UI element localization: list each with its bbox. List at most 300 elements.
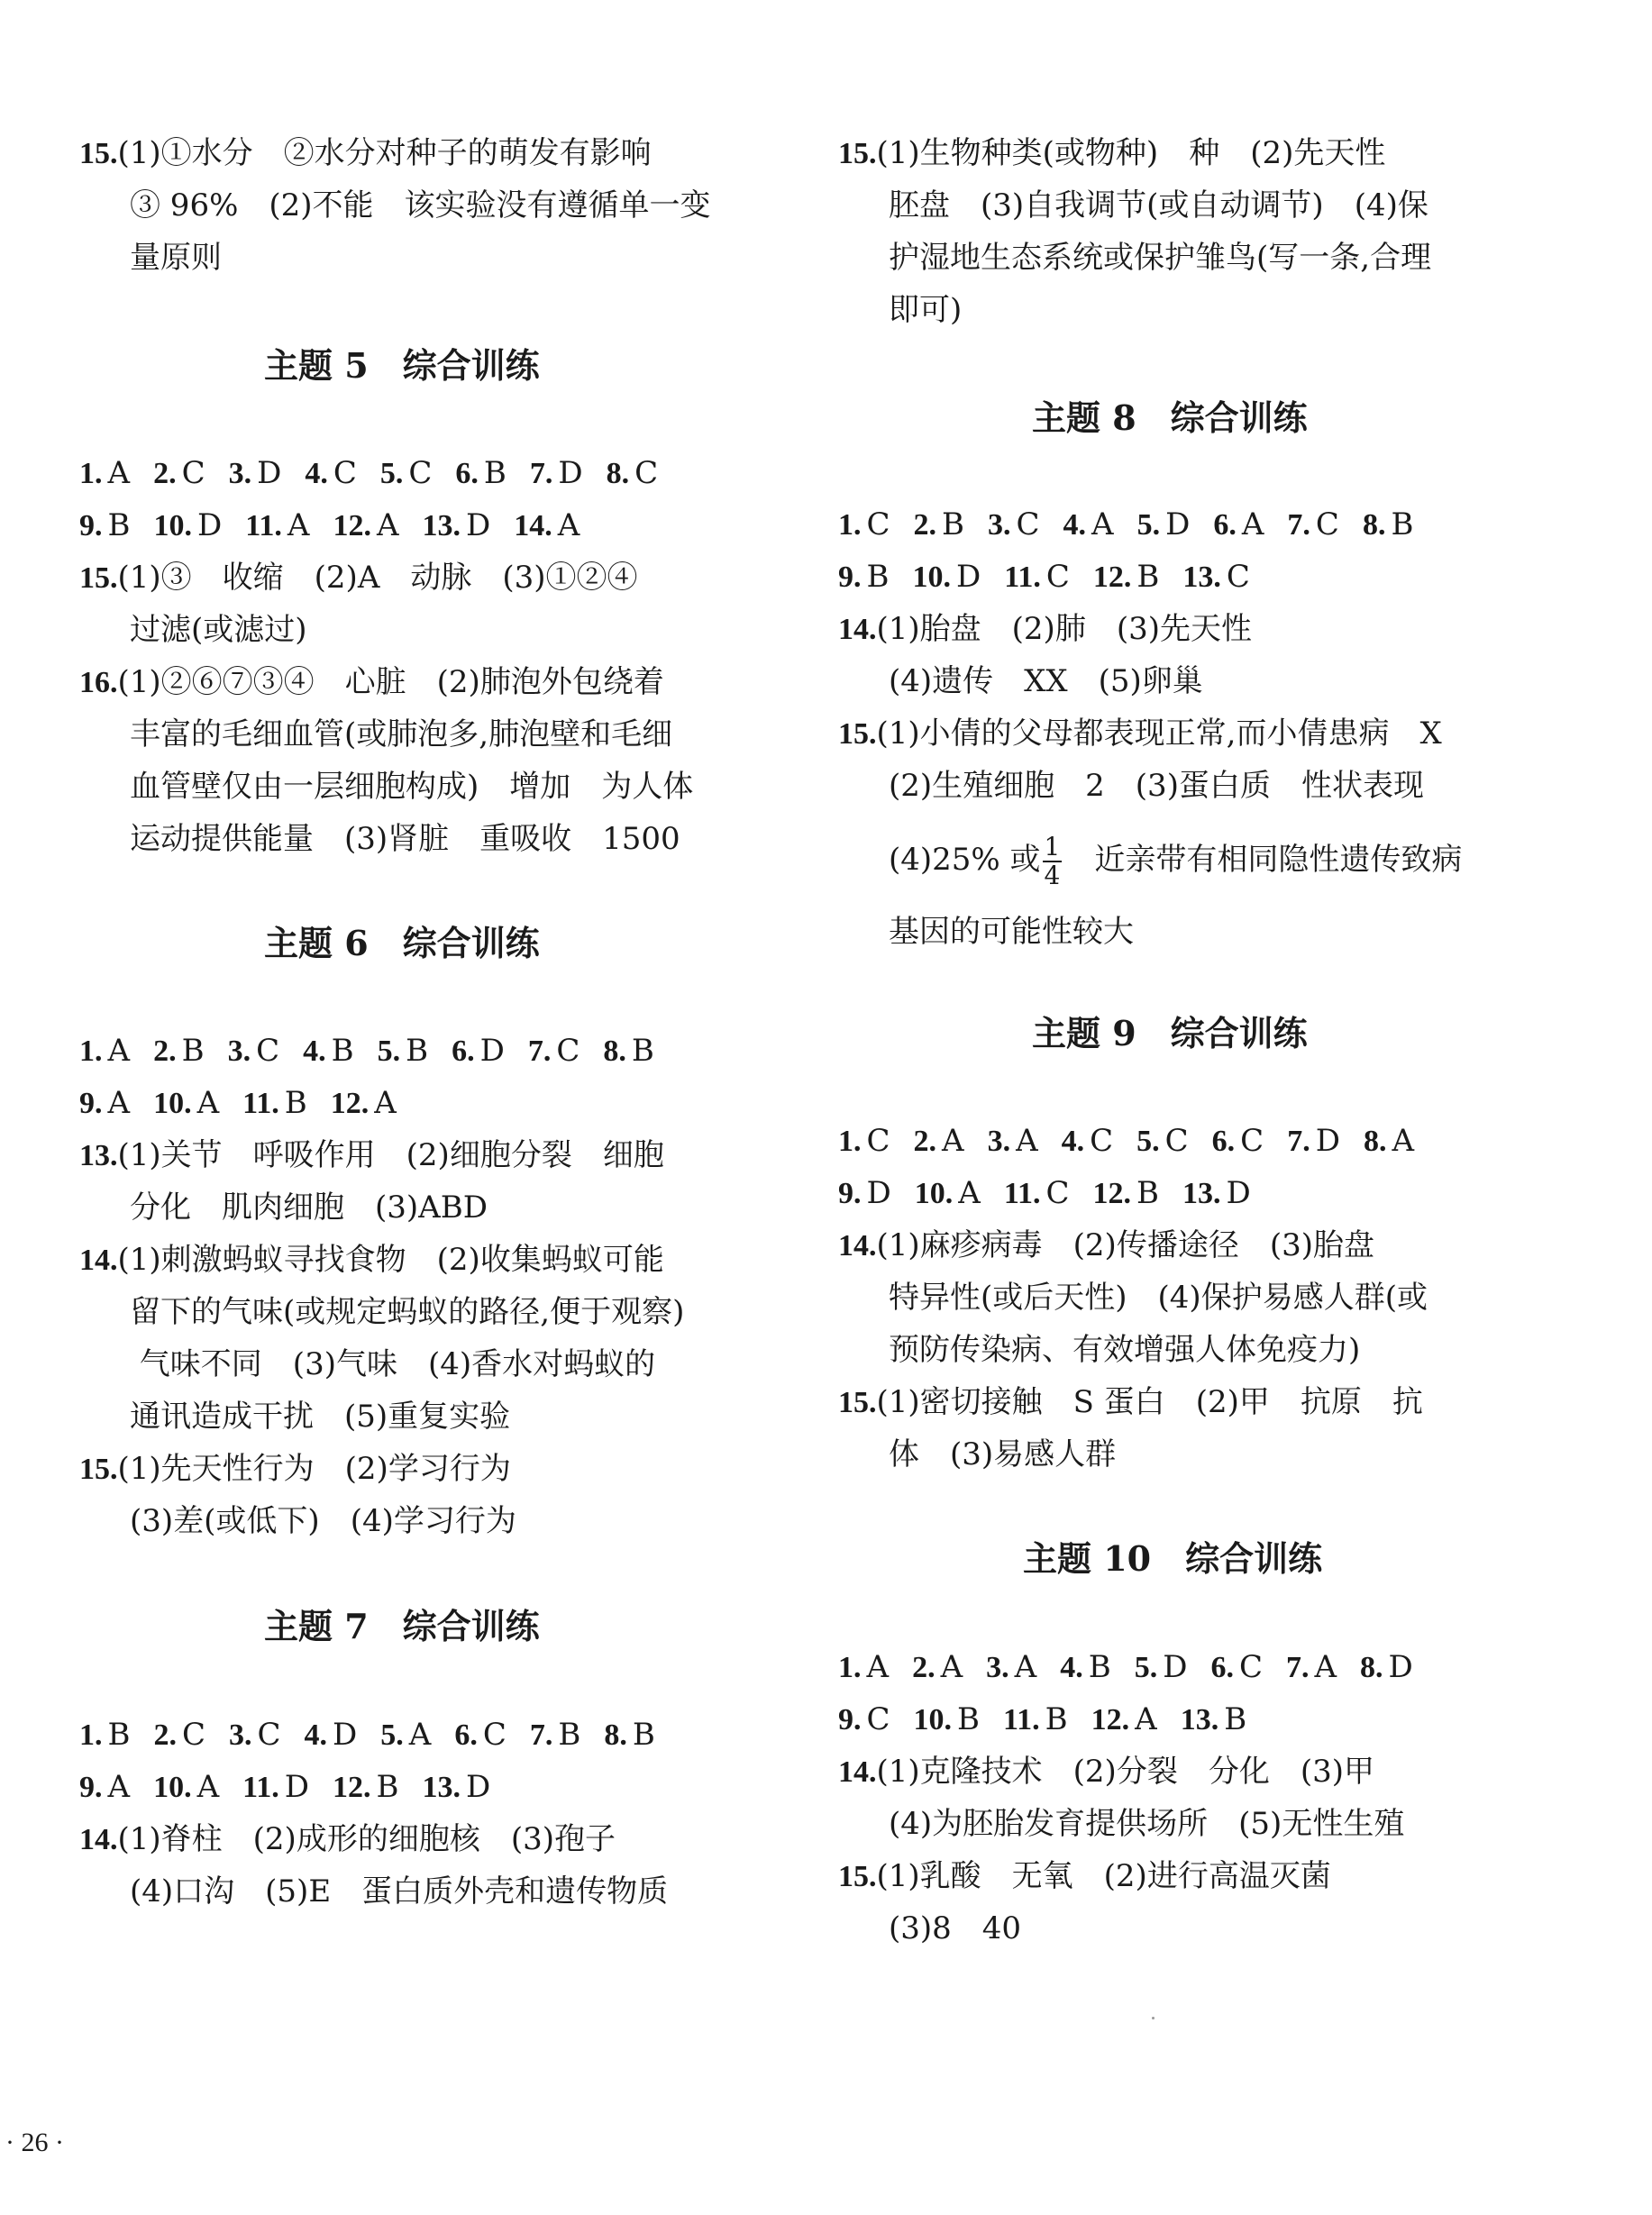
answer-letter: A	[1392, 1123, 1415, 1159]
question-number: 9.	[838, 1177, 862, 1210]
mc-answer	[1363, 506, 1414, 543]
answer-letter: D	[956, 559, 981, 595]
answer-letter: B	[181, 1033, 205, 1069]
answer-text: ③ 96% (2)不能 该实验没有遵循单一变	[130, 187, 711, 223]
mc-answer-row	[838, 1123, 1438, 1160]
answer-letter: B	[1136, 1175, 1159, 1211]
answer-text: 护湿地生态系统或保护雏鸟(写一条,合理	[889, 240, 1432, 276]
mc-answer-row	[838, 1701, 1270, 1738]
question-number: 12.	[1092, 561, 1132, 594]
question-number: 5.	[379, 457, 404, 490]
mc-answer	[154, 1717, 206, 1754]
mc-answer	[455, 455, 507, 492]
question-number: 10.	[153, 509, 192, 542]
mc-answer-row	[79, 1033, 678, 1070]
question-number: 3.	[228, 457, 252, 490]
mc-answer	[331, 1085, 397, 1122]
answer-letter: A	[196, 1085, 220, 1121]
question-number: 3.	[987, 1125, 1011, 1158]
mc-answer	[838, 1701, 890, 1738]
mc-answer	[988, 1123, 1038, 1160]
mc-answer	[242, 1085, 307, 1122]
answer-letter: C	[257, 1717, 281, 1753]
question-number: 9.	[79, 1771, 103, 1804]
mc-answer	[1136, 1123, 1189, 1160]
mc-answer	[229, 1717, 281, 1754]
mc-answer	[423, 507, 491, 544]
answer-letter: A	[107, 1769, 131, 1805]
answer-letter: B	[483, 455, 507, 491]
answer-text: 即可)	[889, 292, 963, 328]
mc-answer	[912, 1649, 963, 1686]
question-number: 15.	[79, 1453, 118, 1486]
question-number: 15.	[838, 717, 877, 751]
answer-text: 胚盘 (3)自我调节(或自动调节) (4)保	[889, 187, 1428, 223]
mc-answer-row	[838, 559, 1273, 596]
answer-letter: A	[942, 1123, 964, 1159]
question-number: 11.	[242, 1087, 279, 1120]
answer-item	[838, 1858, 1331, 1895]
answer-text: (4)遗传 XX (5)卵巢	[889, 663, 1203, 699]
question-number: 15.	[838, 1386, 877, 1419]
answer-letter: C	[1045, 559, 1070, 595]
mc-answer	[1060, 1649, 1111, 1686]
question-number: 10.	[912, 561, 951, 594]
answer-text: (1)胎盘 (2)肺 (3)先天性	[876, 611, 1252, 647]
question-number: 15.	[838, 1860, 877, 1893]
question-number: 9.	[79, 509, 103, 542]
answer-item	[838, 1384, 1423, 1421]
question-number: 16.	[79, 666, 118, 699]
question-number: 11.	[245, 509, 282, 542]
answer-letter: A	[866, 1649, 890, 1685]
mc-answer	[305, 1717, 358, 1754]
question-number: 12.	[333, 1771, 371, 1804]
question-number: 8.	[604, 1718, 627, 1752]
question-number: 6.	[1213, 508, 1237, 542]
question-number: 15.	[79, 137, 118, 170]
answer-text: (1)小倩的父母都表现正常,而小倩患病 X	[876, 716, 1442, 752]
question-number: 9.	[838, 1703, 862, 1736]
mc-answer	[1062, 1123, 1114, 1160]
question-number: 10.	[153, 1087, 192, 1120]
mc-answer	[1135, 1649, 1188, 1686]
mc-answer	[79, 1085, 130, 1122]
answer-letter: B	[1224, 1701, 1247, 1737]
question-number: 14.	[79, 1244, 118, 1277]
answer-text: (1)麻疹病毒 (2)传播途径 (3)胎盘	[876, 1227, 1374, 1263]
question-number: 3.	[988, 508, 1011, 542]
answer-letter: D	[197, 507, 223, 543]
answer-text: 通讯造成干扰 (5)重复实验	[130, 1399, 511, 1435]
question-number: 1.	[838, 508, 862, 542]
answer-item	[79, 1821, 616, 1858]
mc-answer	[1287, 506, 1339, 543]
answer-item	[79, 1242, 664, 1279]
answer-letter: D	[257, 455, 282, 491]
answer-text: (1)②⑥⑦③④ 心脏 (2)肺泡外包绕着	[117, 664, 664, 700]
mc-answer	[245, 507, 309, 544]
section-heading: 主题 7 综合训练	[264, 1606, 540, 1646]
mc-answer-row	[79, 455, 681, 492]
question-number: 4.	[1061, 1125, 1085, 1158]
mc-answer	[305, 455, 357, 492]
answer-item	[838, 611, 1252, 648]
mc-answer	[915, 1175, 981, 1212]
question-number: 8.	[1363, 1125, 1387, 1158]
mc-answer	[303, 1033, 354, 1070]
question-number: 14.	[838, 1229, 877, 1262]
answer-letter: D	[1315, 1123, 1340, 1159]
question-number: 5.	[1136, 508, 1161, 542]
answer-letter: D	[1163, 1649, 1188, 1685]
mc-answer	[838, 1649, 889, 1686]
mc-answer	[333, 507, 398, 544]
answer-item	[838, 135, 1385, 172]
answer-letter: B	[558, 1717, 581, 1753]
speck	[1152, 2017, 1155, 2019]
mc-answer-row	[79, 1717, 679, 1754]
answer-letter: A	[557, 507, 580, 543]
question-number: 11.	[1003, 1177, 1041, 1210]
answer-letter: C	[181, 455, 205, 491]
question-number: 12.	[1091, 1703, 1130, 1736]
answer-text-with-fraction	[889, 834, 1462, 889]
answer-letter: A	[1091, 506, 1114, 542]
answer-letter: A	[1241, 506, 1264, 542]
question-number: 2.	[153, 457, 177, 490]
mc-answer	[1181, 1701, 1247, 1738]
answer-letter: C	[866, 1701, 890, 1737]
answer-letter: A	[107, 455, 131, 491]
question-number: 11.	[242, 1771, 279, 1804]
mc-answer	[604, 1717, 655, 1754]
mc-answer	[153, 1085, 219, 1122]
mc-answer	[1364, 1123, 1414, 1160]
question-number: 4.	[305, 457, 328, 490]
answer-letter: C	[182, 1717, 206, 1753]
answer-text: (1)生物种类(或物种) 种 (2)先天性	[876, 135, 1386, 171]
mc-answer	[79, 1769, 130, 1806]
question-number: 6.	[454, 1718, 478, 1752]
mc-answer	[380, 1717, 431, 1754]
mc-answer	[79, 455, 130, 492]
answer-text: (4)口沟 (5)E 蛋白质外壳和遗传物质	[130, 1873, 669, 1910]
question-number: 9.	[79, 1087, 103, 1120]
answer-letter: A	[1135, 1701, 1157, 1737]
answer-text: 过滤(或滤过)	[130, 612, 307, 648]
mc-answer	[1004, 559, 1070, 596]
fraction	[1043, 834, 1063, 889]
mc-answer	[1286, 1649, 1337, 1686]
question-number: 2.	[153, 1035, 177, 1068]
question-number: 15.	[838, 137, 877, 170]
answer-letter: D	[284, 1769, 310, 1805]
answer-text: (1)密切接触 S 蛋白 (2)甲 抗原 抗	[876, 1384, 1423, 1420]
question-number: 6.	[1210, 1651, 1234, 1684]
answer-letter: B	[331, 1033, 354, 1069]
section-heading: 主题 8 综合训练	[1032, 397, 1308, 438]
answer-letter: A	[958, 1175, 981, 1211]
question-number: 12.	[1092, 1177, 1131, 1210]
question-number: 5.	[1134, 1651, 1158, 1684]
mc-answer	[530, 1717, 581, 1754]
question-number: 8.	[1362, 508, 1386, 542]
section-heading: 主题 6 综合训练	[264, 923, 540, 963]
mc-answer-row	[838, 506, 1437, 543]
question-number: 15.	[79, 561, 118, 595]
mc-answer	[452, 1033, 505, 1070]
question-number: 1.	[79, 1718, 103, 1752]
question-number: 5.	[377, 1035, 401, 1068]
answer-letter: D	[1388, 1649, 1413, 1685]
question-number: 1.	[838, 1651, 862, 1684]
answer-text: (1)刺激蚂蚁寻找食物 (2)收集蚂蚁可能	[117, 1242, 664, 1278]
mc-answer-row	[79, 1769, 514, 1806]
mc-answer	[914, 1123, 964, 1160]
mc-answer	[914, 506, 965, 543]
page-number: · 26 ·	[5, 2128, 64, 2157]
answer-text: 分化 肌肉细胞 (3)ABD	[130, 1190, 488, 1226]
question-number: 4.	[303, 1035, 326, 1068]
question-number: 5.	[380, 1718, 404, 1752]
answer-letter: A	[107, 1085, 131, 1121]
answer-letter: B	[631, 1033, 654, 1069]
mc-answer	[986, 1649, 1036, 1686]
answer-text: 特异性(或后天性) (4)保护易感人群(或	[889, 1280, 1428, 1316]
question-number: 12.	[333, 509, 371, 542]
answer-letter: B	[1391, 506, 1414, 542]
answer-letter: C	[1240, 1123, 1264, 1159]
answer-letter: B	[406, 1033, 429, 1069]
question-number: 13.	[1182, 1177, 1221, 1210]
mc-answer	[1003, 1701, 1068, 1738]
answer-letter: D	[1165, 506, 1191, 542]
answer-letter: C	[1045, 1175, 1070, 1211]
answer-text: (4)为胚胎发育提供场所 (5)无性生殖	[889, 1806, 1405, 1842]
mc-answer	[1093, 559, 1160, 596]
answer-letter: C	[482, 1717, 507, 1753]
answer-text: 气味不同 (3)气味 (4)香水对蚂蚁的	[130, 1346, 656, 1382]
answer-letter: C	[634, 455, 659, 491]
mc-answer	[380, 455, 433, 492]
question-number: 4.	[304, 1718, 328, 1752]
answer-letter: A	[374, 1085, 397, 1121]
question-number: 9.	[838, 561, 862, 594]
answer-letter: A	[1014, 1649, 1037, 1685]
answer-text: (1)克隆技术 (2)分裂 分化 (3)甲	[876, 1754, 1374, 1790]
question-number: 3.	[229, 1718, 252, 1752]
answer-text: (1)①水分 ②水分对种子的萌发有影响	[117, 135, 652, 171]
question-number: 14.	[838, 1755, 877, 1789]
answer-text: (1)③ 收缩 (2)A 动脉 (3)①②④	[117, 560, 638, 596]
answer-text: (1)关节 呼吸作用 (2)细胞分裂 细胞	[117, 1137, 664, 1173]
question-number: 7.	[1287, 1125, 1310, 1158]
fraction-numerator: 1	[1044, 832, 1061, 861]
answer-letter: A	[408, 1717, 432, 1753]
answer-letter: D	[466, 1769, 491, 1805]
question-number: 6.	[455, 457, 479, 490]
question-number: 4.	[1060, 1651, 1083, 1684]
fraction-denominator: 4	[1044, 861, 1061, 890]
answer-text: (4)25% 或	[889, 842, 1041, 878]
mc-answer	[229, 455, 282, 492]
answer-letter: B	[942, 506, 965, 542]
answer-letter: A	[196, 1769, 220, 1805]
answer-item	[79, 1451, 511, 1488]
answer-item	[79, 664, 664, 701]
question-number: 2.	[153, 1718, 177, 1752]
section-heading: 主题 10 综合训练	[1023, 1538, 1323, 1579]
mc-answer	[838, 1123, 890, 1160]
answer-letter: B	[866, 559, 890, 595]
answer-letter: D	[1226, 1175, 1251, 1211]
answer-letter: B	[376, 1769, 399, 1805]
mc-answer	[79, 1717, 131, 1754]
answer-letter: C	[1315, 506, 1339, 542]
answer-letter: B	[1045, 1701, 1068, 1737]
mc-answer	[242, 1769, 309, 1806]
section-heading: 主题 9 综合训练	[1032, 1013, 1308, 1053]
question-number: 13.	[1182, 561, 1221, 594]
mc-answer	[1212, 1123, 1264, 1160]
answer-item	[79, 1137, 664, 1174]
mc-answer	[1360, 1649, 1413, 1686]
mc-answer	[530, 455, 583, 492]
mc-answer	[153, 1769, 219, 1806]
answer-item	[838, 716, 1442, 752]
answer-text: 丰富的毛细血管(或肺泡多,肺泡壁和毛细	[130, 716, 673, 752]
question-number: 12.	[330, 1087, 370, 1120]
question-number: 13.	[79, 1139, 118, 1172]
answer-item	[79, 135, 652, 172]
mc-answer	[333, 1769, 399, 1806]
answer-text: 体 (3)易感人群	[889, 1436, 1117, 1472]
mc-answer	[1091, 1701, 1157, 1738]
answer-text: 量原则	[130, 240, 222, 276]
answer-letter: C	[1090, 1123, 1114, 1159]
mc-answer	[514, 507, 580, 544]
section-heading: 主题 5 综合训练	[264, 345, 540, 386]
question-number: 6.	[452, 1035, 475, 1068]
question-number: 14.	[838, 613, 877, 646]
answer-item	[79, 560, 638, 597]
mc-answer	[1137, 506, 1191, 543]
mc-answer	[838, 1175, 891, 1212]
answer-text: (1)先天性行为 (2)学习行为	[117, 1451, 511, 1487]
mc-answer	[1063, 506, 1114, 543]
question-number: 1.	[79, 457, 103, 490]
question-number: 3.	[227, 1035, 251, 1068]
answer-text: (1)乳酸 无氧 (2)进行高温灭菌	[876, 1858, 1331, 1894]
answer-letter: C	[256, 1033, 280, 1069]
answer-letter: A	[940, 1649, 963, 1685]
answer-letter: C	[1226, 559, 1250, 595]
mc-answer	[1287, 1123, 1340, 1160]
answer-letter: B	[107, 1717, 131, 1753]
mc-answer-row	[838, 1649, 1437, 1686]
question-number: 13.	[422, 1771, 461, 1804]
mc-answer	[838, 559, 890, 596]
answer-text: 血管壁仅由一层细胞构成) 增加 为人体	[130, 769, 694, 805]
mc-answer	[528, 1033, 580, 1070]
mc-answer	[153, 455, 205, 492]
mc-answer	[1182, 559, 1250, 596]
question-number: 8.	[603, 1035, 626, 1068]
answer-letter: A	[107, 1033, 131, 1069]
question-number: 1.	[79, 1035, 103, 1068]
question-number: 7.	[1287, 508, 1310, 542]
question-number: 14.	[514, 509, 552, 542]
question-number: 8.	[606, 457, 630, 490]
answer-letter: C	[866, 1123, 890, 1159]
mc-answer	[1004, 1175, 1070, 1212]
answer-letter: A	[376, 507, 399, 543]
answer-text: 留下的气味(或规定蚂蚁的路径,便于观察)	[130, 1294, 685, 1330]
mc-answer	[988, 506, 1040, 543]
answer-letter: A	[287, 507, 310, 543]
question-number: 13.	[422, 509, 461, 542]
mc-answer	[423, 1769, 491, 1806]
mc-answer	[228, 1033, 280, 1070]
mc-answer	[603, 1033, 654, 1070]
question-number: 3.	[986, 1651, 1009, 1684]
question-number: 11.	[1003, 1703, 1040, 1736]
mc-answer	[1092, 1175, 1159, 1212]
answer-letter: B	[632, 1717, 655, 1753]
answer-letter: D	[333, 1717, 358, 1753]
answer-letter: B	[1136, 559, 1160, 595]
question-number: 11.	[1004, 561, 1041, 594]
answer-text: (3)差(或低下) (4)学习行为	[130, 1503, 516, 1539]
question-number: 6.	[1211, 1125, 1236, 1158]
question-number: 2.	[913, 508, 937, 542]
question-number: 5.	[1136, 1125, 1160, 1158]
answer-text: (1)脊柱 (2)成形的细胞核 (3)孢子	[117, 1821, 616, 1857]
mc-answer	[153, 1033, 205, 1070]
answer-letter: C	[408, 455, 433, 491]
mc-answer-row	[79, 1085, 420, 1122]
mc-answer-row	[79, 507, 603, 544]
answer-letter: C	[1164, 1123, 1189, 1159]
question-number: 7.	[1285, 1651, 1310, 1684]
answer-letter: D	[558, 455, 583, 491]
mc-answer	[154, 507, 223, 544]
answer-letter: B	[284, 1085, 307, 1121]
answer-text: 预防传染病、有效增强人体免疫力)	[889, 1332, 1361, 1368]
mc-answer	[454, 1717, 507, 1754]
question-number: 2.	[912, 1651, 936, 1684]
answer-letter: A	[1016, 1123, 1038, 1159]
question-number: 7.	[529, 1718, 553, 1752]
answer-letter: C	[1016, 506, 1040, 542]
mc-answer	[1210, 1649, 1263, 1686]
question-number: 10.	[914, 1177, 954, 1210]
mc-answer	[79, 1033, 130, 1070]
question-number: 7.	[527, 1035, 552, 1068]
answer-text: 运动提供能量 (3)肾脏 重吸收 1500	[130, 821, 680, 857]
question-number: 13.	[1180, 1703, 1219, 1736]
mc-answer	[1213, 506, 1264, 543]
mc-answer	[1182, 1175, 1251, 1212]
answer-text: 基因的可能性较大	[889, 914, 1134, 950]
answer-letter: C	[866, 506, 890, 542]
answer-letter: B	[957, 1701, 981, 1737]
answer-letter: C	[333, 455, 357, 491]
question-number: 14.	[79, 1823, 118, 1856]
mc-answer	[913, 559, 981, 596]
mc-answer	[378, 1033, 429, 1070]
